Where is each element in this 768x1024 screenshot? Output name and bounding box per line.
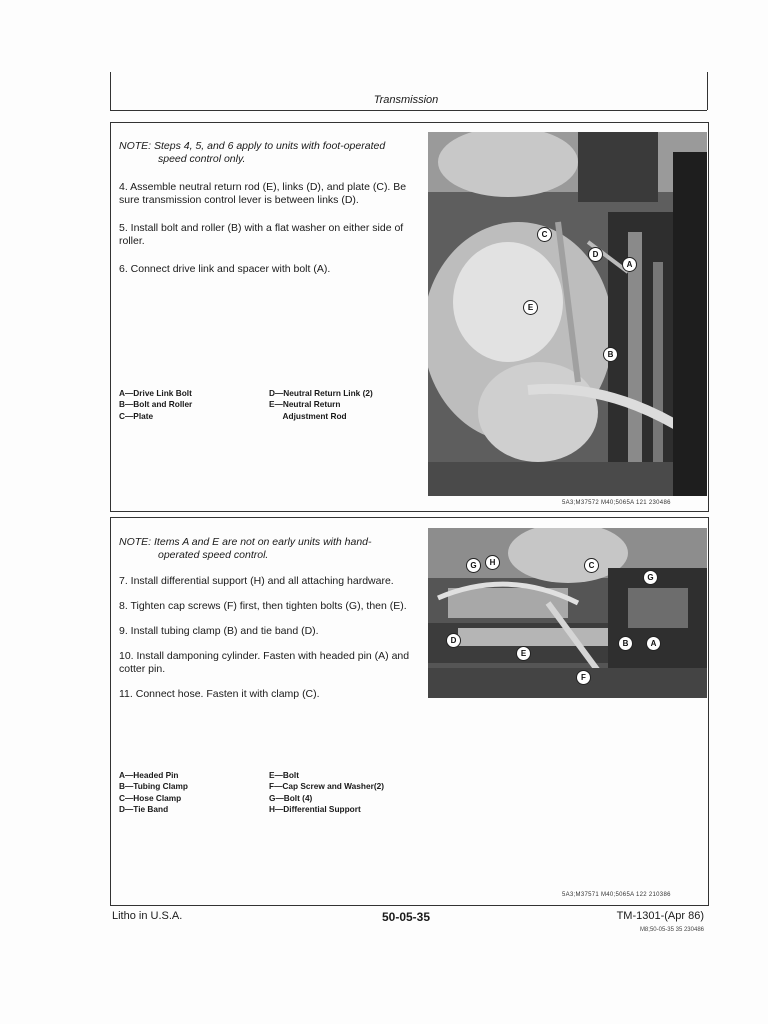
step-11: 11. Connect hose. Fasten it with clamp (C). xyxy=(119,688,320,700)
photo2-caption: 5A3;M37571 M40;5065A 122 210386 xyxy=(562,892,671,898)
footer-code: M8;50-05-35 35 230486 xyxy=(639,927,704,933)
callout-e: E xyxy=(523,300,538,315)
callout-c: C xyxy=(584,558,599,573)
callout-a: A xyxy=(646,636,661,651)
photo-drawing xyxy=(428,528,707,698)
section1-instructions xyxy=(119,140,417,276)
step-4: 4. Assemble neutral return rod (E), links (D), and plate (C). Be sure transmission control lever is between links (D). xyxy=(119,181,407,206)
legend-right: E—Bolt F—Cap Screw and Washer(2) G—Bolt (4) H—Differential Support xyxy=(269,770,384,814)
step-8: 8. Tighten cap screws (F) first, then tighten bolts (G), then (E). xyxy=(119,600,407,612)
section2-instructions xyxy=(119,536,417,701)
legend-right: D—Neutral Return Link (2) E—Neutral Return Adjustment Rod xyxy=(269,388,373,421)
callout-a: A xyxy=(622,257,637,272)
callout-c: C xyxy=(537,227,552,242)
transmission-photo-1 xyxy=(428,132,707,496)
legend-left: A—Headed Pin B—Tubing Clamp C—Hose Clamp D—Tie Band xyxy=(119,770,188,814)
step-9: 9. Install tubing clamp (B) and tie band (D). xyxy=(119,625,319,637)
callout-h: H xyxy=(485,555,500,570)
step-7: 7. Install differential support (H) and all attaching hardware. xyxy=(119,575,394,587)
photo1-caption: 5A3;M37572 M40;5065A 121 230486 xyxy=(562,500,671,506)
callout-f: F xyxy=(576,670,591,685)
callout-g: G xyxy=(466,558,481,573)
page-number: 50-05-35 xyxy=(381,910,431,924)
transmission-photo-2 xyxy=(428,528,707,698)
callout-b: B xyxy=(603,347,618,362)
callout-e: E xyxy=(516,646,531,661)
step-6: 6. Connect drive link and spacer with bolt (A). xyxy=(119,263,331,275)
callout-b: B xyxy=(618,636,633,651)
section-hand-operated xyxy=(110,517,709,906)
callout-d: D xyxy=(446,633,461,648)
footer-litho: Litho in U.S.A. xyxy=(112,910,183,922)
callout-d: D xyxy=(588,247,603,262)
step-10: 10. Install damponing cylinder. Fasten with headed pin (A) and cotter pin. xyxy=(119,650,410,675)
header-rule xyxy=(110,110,707,111)
page-title: Transmission xyxy=(373,94,439,106)
legend-left: A—Drive Link Bolt B—Bolt and Roller C—Plate xyxy=(119,388,193,421)
step-5: 5. Install bolt and roller (B) with a flat washer on either side of roller. xyxy=(119,222,404,247)
photo-drawing xyxy=(428,132,707,496)
section2-note: NOTE: Items A and E are not on early units with hand- operated speed control. xyxy=(119,536,372,561)
section1-note: NOTE: Steps 4, 5, and 6 apply to units with foot-operated speed control only. xyxy=(119,140,386,165)
section-foot-operated xyxy=(110,122,709,512)
callout-g: G xyxy=(643,570,658,585)
manual-id: TM-1301-(Apr 86) xyxy=(616,910,704,922)
